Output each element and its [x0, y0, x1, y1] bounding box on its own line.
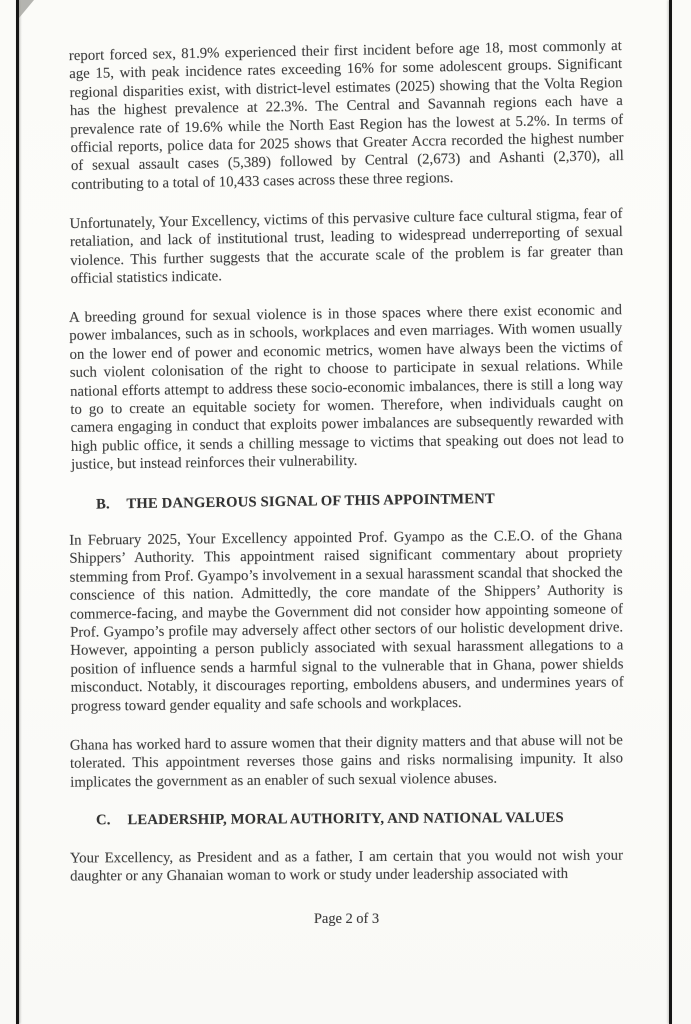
section-title-c: LEADERSHIP, MORAL AUTHORITY, AND NATIONAL VALUES: [127, 810, 564, 829]
paragraph-leadership: Your Excellency, as President and as a father, I am certain that you would not wish your daughter or any Ghanaian woman to work or study under leadership associated with: [69, 847, 623, 885]
letter-content: [68, 37, 624, 929]
section-heading-b: [70, 488, 623, 514]
paragraph-underreporting: Unfortunately, Your Excellency, victims of this pervasive culture face cultural stigma, fear of retaliation, and lack of institutional trust, leading to widespread underreporting of sexual violence. This further suggests that the accurate scale of the problem is far greater than official statistics indicate.: [69, 206, 624, 288]
section-letter-c: C.: [95, 812, 111, 829]
paragraph-dignity: Ghana has worked hard to assure women that their dignity matters and that abuse will not be tolerated. This appointment reverses those gains and risks normalising impunity. It also implicates the government as an enabler of such sexual violence abuses.: [69, 732, 624, 791]
section-title-b: THE DANGEROUS SIGNAL OF THIS APPOINTMENT: [126, 490, 495, 512]
paragraph-statistics: report forced sex, 81.9% experienced their first incident before age 18, most commonly at age 15, with peak incidence rates exceeding 16% for some adolescent groups. Significant regional disparities exist, with district-level estimates (2025) showing that the Volta Region has the highest prevalence at 22.3%. The Central and Savannah regions each have a prevalence rate of 19.6% while the North East Region has the lowest at 5.2%. In terms of official reports, police data for 2025 shows that Greater Accra recorded the highest number of sexual assault cases (5,389) followed by Central (2,673) and Ashanti (2,370), all contributing to a total of 10,433 cases across these three regions.: [68, 37, 624, 193]
paragraph-appointment: In February 2025, Your Excellency appointed Prof. Gyampo as the C.E.O. of the Ghana Shippers’ Authority. This appointment raised significant commentary about propriety stemming from Prof. Gyampo’s involvement in a sexual harassment scandal that shocked the conscience of this nation. Admittedly, the core mandate of the Shippers’ Authority is commerce-facing, and maybe the Government did not consider how appointing someone of Prof. Gyampo’s profile may adversely affect other sectors of our holistic development drive. However, appointing a person publicly associated with sexual harassment allegations to a position of influence sends a harmful signal to the vulnerable that in Ghana, power shields misconduct. Notably, it discourages reporting, emboldens abusers, and undermines years of progress toward gender equality and safe schools and workplaces.: [69, 527, 624, 715]
paragraph-power-imbalances: A breeding ground for sexual violence is in those spaces where there exist economic and power imbalances, such as in schools, workplaces and even marriages. With women usually on the lower end of power and economic metrics, women have always been the victims of such violent colonisation of the right to choose to participate in sexual relations. While national efforts attempt to address these socio-economic imbalances, there is still a long way to go to create an equitable society for women. Therefore, when individuals caught on camera engaging in conduct that exploits power imbalances are subsequently rewarded with high public office, it sends a chilling message to victims that speaking out does not lead to justice, but instead reinforces their vulnerability.: [68, 302, 624, 473]
page-edge-right: [669, 0, 672, 1024]
page-corner-fold: [19, 0, 34, 18]
section-heading-c: [70, 809, 623, 830]
section-letter-b: B.: [95, 495, 110, 513]
page-edge-left: [16, 0, 19, 1024]
page-number: Page 2 of 3: [313, 911, 380, 928]
